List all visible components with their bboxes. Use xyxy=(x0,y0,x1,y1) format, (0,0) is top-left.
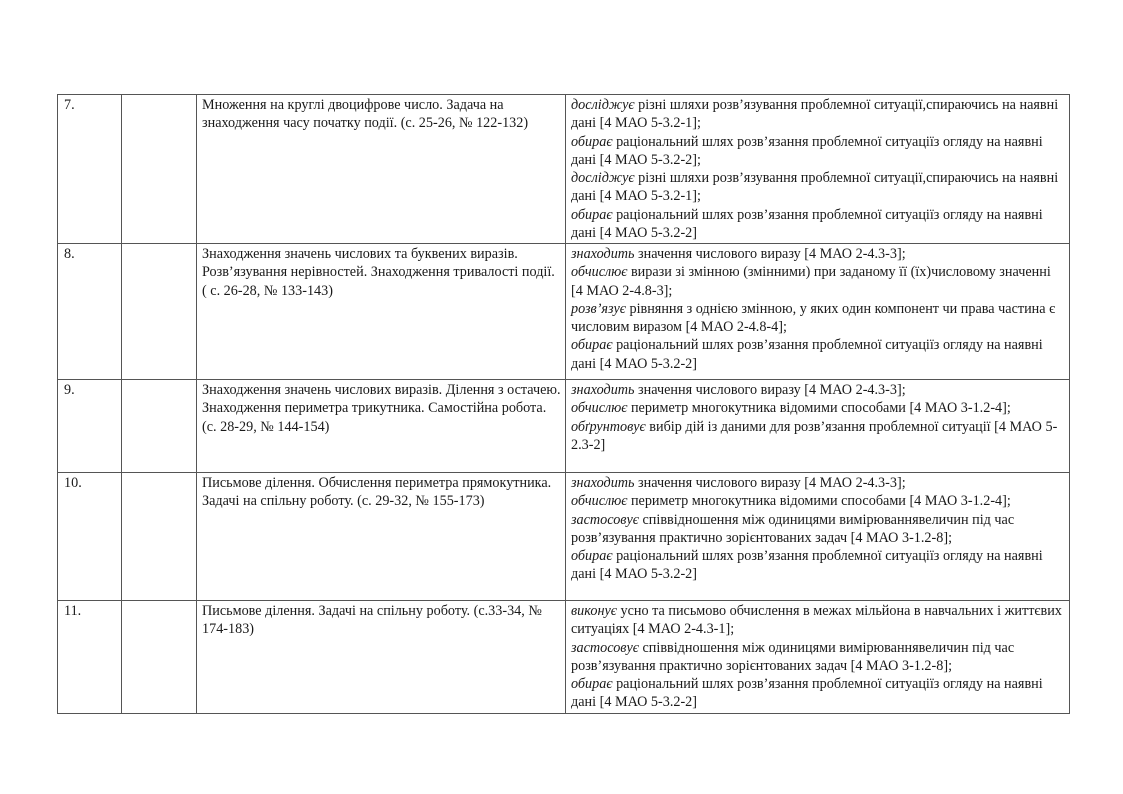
outcome-verb: застосовує xyxy=(571,639,639,656)
expected-outcomes xyxy=(566,601,1070,714)
outcome-text: вибір дій із даними для розв’язання проблемної ситуації [4 МАО 5-2.3-2] xyxy=(571,418,1058,453)
outcome-item xyxy=(571,602,1065,639)
outcome-item xyxy=(571,511,1065,548)
expected-outcomes xyxy=(566,95,1070,244)
outcome-verb: знаходить xyxy=(571,246,635,262)
outcome-text: периметр многокутника відомими способами [4 МАО 3-1.2-4]; xyxy=(627,493,1011,510)
outcome-text: значення числового виразу [4 МАО 2-4.3-3]; xyxy=(634,382,906,398)
lesson-date xyxy=(122,380,197,473)
outcome-verb: обирає xyxy=(571,676,613,693)
outcome-text: раціональний шлях розв’язання проблемної ситуаціїз огляду на наявні дані [4 МАО 5-3.2-2] xyxy=(571,206,1043,242)
outcome-item xyxy=(571,399,1065,417)
outcome-verb: обирає xyxy=(571,206,613,223)
outcome-text: значення числового виразу [4 МАО 2-4.3-3]; xyxy=(634,475,906,491)
outcome-text: різні шляхи розв’язування проблемної ситуації,спираючись на наявні дані [4 МАО 5-3.2-1]; xyxy=(571,170,1059,205)
outcome-item xyxy=(571,206,1065,243)
lesson-number: 10. xyxy=(58,473,122,601)
outcome-verb: знаходить xyxy=(571,475,635,491)
lesson-number: 8. xyxy=(58,244,122,380)
outcome-text: співвідношення між одиницями вимірюваннявеличин під час розв’язування практично зорієнтованих задач [4 МАО 3-1.2-8]; xyxy=(571,639,1015,674)
table-row xyxy=(58,380,1070,473)
outcome-text: раціональний шлях розв’язання проблемної ситуаціїз огляду на наявні дані [4 МАО 5-3.2-2] xyxy=(571,676,1043,711)
outcome-text: вирази зі змінною (змінними) при заданому її (їх)числовому значенні [4 МАО 2-4.8-3]; xyxy=(571,264,1051,299)
lesson-date xyxy=(122,95,197,244)
lesson-date xyxy=(122,244,197,380)
outcome-item xyxy=(571,169,1065,206)
table-row xyxy=(58,95,1070,244)
outcome-verb: обчислює xyxy=(571,264,628,281)
outcome-text: різні шляхи розв’язування проблемної ситуації,спираючись на наявні дані [4 МАО 5-3.2-1]; xyxy=(571,97,1059,132)
outcome-text: співвідношення між одиницями вимірюваннявеличин під час розв’язування практично зорієнтованих задач [4 МАО 3-1.2-8]; xyxy=(571,511,1015,546)
outcome-verb: знаходить xyxy=(571,382,635,398)
lesson-date xyxy=(122,601,197,714)
outcome-verb: обчислює xyxy=(571,400,628,417)
outcome-item xyxy=(571,418,1065,455)
outcome-item xyxy=(571,547,1065,584)
lesson-number: 7. xyxy=(58,95,122,244)
outcome-text: раціональний шлях розв’язання проблемної ситуаціїз огляду на наявні дані [4 МАО 5-3.2-2] xyxy=(571,548,1043,583)
outcome-verb: обчислює xyxy=(571,493,628,510)
lesson-date xyxy=(122,473,197,601)
outcome-item xyxy=(571,133,1065,170)
outcome-verb: обирає xyxy=(571,337,613,354)
outcome-item xyxy=(571,336,1065,373)
lesson-number: 11. xyxy=(58,601,122,714)
expected-outcomes xyxy=(566,244,1070,380)
outcome-item xyxy=(571,263,1065,300)
outcome-text: раціональний шлях розв’язання проблемної ситуаціїз огляду на наявні дані [4 МАО 5-3.2-2]; xyxy=(571,133,1043,168)
outcome-item xyxy=(571,675,1065,712)
outcome-text: значення числового виразу [4 МАО 2-4.3-3]; xyxy=(634,246,906,262)
lesson-topic: Множення на круглі двоцифрове число. Задача на знаходження часу початку події. (с. 25-26, № 122-132) xyxy=(197,95,566,244)
lesson-plan-table xyxy=(57,94,1070,714)
outcome-verb: досліджує xyxy=(571,97,635,113)
table-row xyxy=(58,601,1070,714)
outcome-item xyxy=(571,381,1065,399)
lesson-topic: Знаходження значень числових та буквених виразів. Розв’язування нерівностей. Знаходження тривалості події. ( с. 26-28, № 133-143) xyxy=(197,244,566,380)
expected-outcomes xyxy=(566,380,1070,473)
outcome-text: усно та письмово обчислення в межах мільйона в навчальних і життєвих ситуаціях [4 МАО 2-4.3-1]; xyxy=(571,603,1062,638)
lesson-topic: Знаходження значень числових виразів. Ділення з остачею. Знаходження периметра трикутника. Самостійна робота. (с. 28-29, № 144-154) xyxy=(197,380,566,473)
outcome-text: рівняння з однією змінною, у яких один компонент чи права частина є числовим виразом [4 МАО 2-4.8-4]; xyxy=(571,300,1056,336)
lesson-topic: Письмове ділення. Задачі на спільну роботу. (с.33-34, № 174-183) xyxy=(197,601,566,714)
lesson-number: 9. xyxy=(58,380,122,473)
outcome-verb: обирає xyxy=(571,548,613,565)
table-row xyxy=(58,473,1070,601)
outcome-verb: обирає xyxy=(571,133,613,150)
table-row xyxy=(58,244,1070,380)
outcome-item xyxy=(571,639,1065,676)
lesson-topic: Письмове ділення. Обчислення периметра прямокутника. Задачі на спільну роботу. (с. 29-32, № 155-173) xyxy=(197,473,566,601)
outcome-item xyxy=(571,492,1065,510)
outcome-verb: досліджує xyxy=(571,170,635,187)
outcome-verb: розв’язує xyxy=(571,300,626,317)
outcome-verb: виконує xyxy=(571,603,617,619)
expected-outcomes xyxy=(566,473,1070,601)
outcome-text: периметр многокутника відомими способами [4 МАО 3-1.2-4]; xyxy=(627,400,1011,417)
outcome-verb: застосовує xyxy=(571,511,639,528)
outcome-item xyxy=(571,96,1065,133)
outcome-item xyxy=(571,245,1065,263)
outcome-verb: обґрунтовує xyxy=(571,418,646,435)
outcome-item xyxy=(571,300,1065,337)
outcome-text: раціональний шлях розв’язання проблемної ситуаціїз огляду на наявні дані [4 МАО 5-3.2-2] xyxy=(571,337,1043,372)
outcome-item xyxy=(571,474,1065,492)
